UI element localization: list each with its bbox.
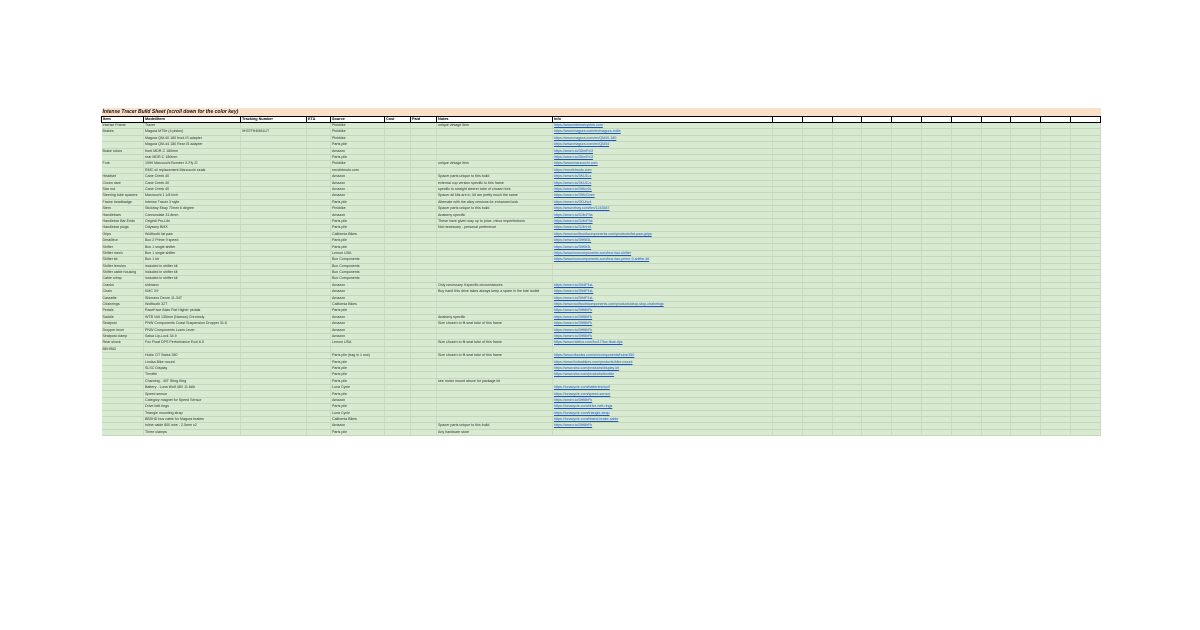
link-cell[interactable]: https://www.magura.com/en/magura-mt5e: [553, 129, 773, 135]
title-row: [102, 108, 1101, 117]
link-cell[interactable]: https://www.dtswiss.com/en/components/hubs/350: [553, 353, 773, 359]
link-cell[interactable]: https://amzn.to/3J4nF9a: [553, 212, 773, 218]
table-cell[interactable]: Brakes: [102, 129, 144, 135]
table-cell[interactable]: Parts pile: [331, 359, 385, 365]
table-cell[interactable]: Fox Float DPS Performance Evol 6.5: [144, 340, 241, 346]
table-cell[interactable]: Stem: [102, 206, 144, 212]
table-cell[interactable]: Lemon USA: [331, 250, 385, 256]
link-cell[interactable]: https://amzn.to/3HdP1sL: [553, 295, 773, 301]
table-cell[interactable]: BEHIND: [102, 346, 144, 352]
table-cell[interactable]: included in shifter kit: [144, 269, 241, 275]
table-cell[interactable]: included in shifter kit: [144, 263, 241, 269]
table-cell[interactable]: RaceFace Atlas Flat Higher pedals: [144, 308, 241, 314]
table-cell[interactable]: Cable crimp: [102, 276, 144, 282]
table-cell[interactable]: Marzocchi 1 1/8 inch: [144, 193, 241, 199]
empty-cell[interactable]: [832, 429, 862, 435]
table-cell[interactable]: Wolftooth fat paw: [144, 231, 241, 237]
table-cell[interactable]: Odyssey BMX: [144, 225, 241, 231]
link-cell[interactable]: https://amzn.to/3Hf5t3L: [553, 238, 773, 244]
link-cell[interactable]: https://amzn.to/3KU1Ls: [553, 180, 773, 186]
link-cell[interactable]: https://amzn.to/3KU1Ls: [553, 174, 773, 180]
table-cell[interactable]: Steering tube spacers: [102, 193, 144, 199]
table-cell[interactable]: Dropper lever: [102, 327, 144, 333]
table-cell[interactable]: Cane Creek 40: [144, 174, 241, 180]
table-cell[interactable]: Salsa Lip-Lock 34.9: [144, 333, 241, 339]
table-cell[interactable]: Chain: [102, 289, 144, 295]
table-cell[interactable]: Parts pile: [331, 142, 385, 148]
table-cell[interactable]: Magura QM-40 180 front IS adapter: [144, 135, 241, 141]
table-cell[interactable]: Parts pile: [331, 154, 385, 160]
table-cell[interactable]: Parts pile: [331, 225, 385, 231]
table-cell[interactable]: Shifter ferrules: [102, 263, 144, 269]
table-cell[interactable]: Spacer parts unique to this build: [437, 423, 553, 429]
table-cell[interactable]: Alternate with the alloy versions for enhanced look: [437, 199, 553, 205]
column-header[interactable]: Tracking Number: [241, 117, 307, 123]
link-cell[interactable]: https://www.wolftoothcomponents.com/products/drop-stop-chainrings: [553, 301, 773, 307]
table-cell[interactable]: Lindsa Bike mount: [144, 359, 241, 365]
table-row: [102, 429, 1101, 435]
table-cell[interactable]: see motor mount above for package kit: [437, 378, 553, 384]
table-cell[interactable]: Chainrings: [102, 301, 144, 307]
table-cell[interactable]: Anatomy specific: [437, 212, 553, 218]
table-cell[interactable]: Stickbay Ebay 70mm 6 degree: [144, 206, 241, 212]
link-cell[interactable]: https://amzn.to/3HfcCmm: [553, 193, 773, 199]
table-cell[interactable]: Amazon: [331, 148, 385, 154]
table-cell[interactable]: [307, 429, 331, 435]
table-cell[interactable]: Pinkbike: [331, 206, 385, 212]
column-header[interactable]: ETA: [307, 117, 331, 123]
table-cell[interactable]: Box 2 Prime 9 speed: [144, 238, 241, 244]
link-cell[interactable]: https://lunacycle.com/speed-sensor: [553, 391, 773, 397]
table-cell[interactable]: Amazon: [331, 180, 385, 186]
link-cell[interactable]: https://rmcdirtmoto.com: [553, 167, 773, 173]
table-cell[interactable]: BBSHD bus cable for Magura brakes: [144, 416, 241, 422]
table-cell[interactable]: Pinkbike: [331, 161, 385, 167]
table-cell[interactable]: Parts pile: [331, 429, 385, 435]
link-cell[interactable]: https://amzn.to/3Hf8hFk: [553, 314, 773, 320]
table-cell[interactable]: Amazon: [331, 397, 385, 403]
link-cell[interactable]: https://amzn.to/3Hf8hFk: [553, 321, 773, 327]
empty-cell[interactable]: [862, 429, 892, 435]
table-cell[interactable]: Any hardware store: [437, 429, 553, 435]
table-cell[interactable]: Magura QM-44 180 Rear IS adapter: [144, 142, 241, 148]
link-cell[interactable]: https://amzn.to/3HdP1sL: [553, 282, 773, 288]
table-cell[interactable]: front MDR-C 180mm: [144, 148, 241, 154]
table-cell[interactable]: Grips: [102, 231, 144, 237]
table-cell[interactable]: Battery - Luna Wolf 48V 11.6Ah: [144, 385, 241, 391]
table-cell[interactable]: Amazon: [331, 327, 385, 333]
link-cell[interactable]: https://amzn.to/3Hf8hFk: [553, 327, 773, 333]
table-cell[interactable]: Size chosen to fit seat tube of this frame: [437, 353, 553, 359]
link-cell[interactable]: https://amzn.to/3J4nF9a: [553, 218, 773, 224]
table-cell[interactable]: Magura MT5e (4 piston): [144, 129, 241, 135]
table-cell[interactable]: Star nut: [102, 186, 144, 192]
table-cell[interactable]: Amazon: [331, 333, 385, 339]
table-cell[interactable]: Cane Creek 40: [144, 186, 241, 192]
table-cell[interactable]: [411, 429, 437, 435]
table-cell[interactable]: 9H37FH4M61UT: [241, 129, 307, 135]
table-cell[interactable]: Origin8 Pro-Lite: [144, 218, 241, 224]
table-cell[interactable]: [102, 429, 144, 435]
table-cell[interactable]: Parts pile: [331, 391, 385, 397]
link-cell[interactable]: https://lunacycle.com/drive-belt-rings: [553, 404, 773, 410]
table-cell[interactable]: Amazon: [331, 314, 385, 320]
table-cell[interactable]: Pedals: [102, 308, 144, 314]
table-cell[interactable]: Handlebar Bar Ends: [102, 218, 144, 224]
table-cell[interactable]: specific to straight steerer tube of chosen fork: [437, 186, 553, 192]
table-cell[interactable]: [553, 429, 773, 435]
column-header[interactable]: Info: [553, 117, 773, 123]
link-cell[interactable]: https://www.boxcomponents.com/box-two-shifter: [553, 250, 773, 256]
table-cell[interactable]: Drive belt rings: [144, 404, 241, 410]
table-cell[interactable]: California Bikes: [331, 231, 385, 237]
empty-cell[interactable]: [981, 429, 1011, 435]
table-cell[interactable]: Only necessary if specific circumstances: [437, 282, 553, 288]
table-cell[interactable]: Box 1 single shifter: [144, 250, 241, 256]
table-cell[interactable]: Category magnet for Speed Sensor: [144, 397, 241, 403]
table-cell[interactable]: California Bikes: [331, 416, 385, 422]
table-cell[interactable]: Amazon: [331, 212, 385, 218]
table-cell[interactable]: Spacer parts unique to this build: [437, 206, 553, 212]
column-header[interactable]: Item: [102, 117, 144, 123]
table-cell[interactable]: SLSC Display: [144, 365, 241, 371]
table-cell[interactable]: Crown race: [102, 180, 144, 186]
table-cell[interactable]: Frame headbadge: [102, 199, 144, 205]
table-cell[interactable]: Rear shock: [102, 340, 144, 346]
column-header[interactable]: Notes: [437, 117, 553, 123]
table-cell[interactable]: RMC oil replacement Marzocchi seals: [144, 167, 241, 173]
table-cell[interactable]: Shimano Deore 11-34T: [144, 295, 241, 301]
table-cell[interactable]: Size chosen to fit seat tube of this frame: [437, 340, 553, 346]
table-cell[interactable]: Amazon: [331, 295, 385, 301]
table-cell[interactable]: Size chosen to fit seat tube of this frame: [437, 321, 553, 327]
table-cell[interactable]: Triangle mounting strap: [144, 410, 241, 416]
table-cell[interactable]: 1999 Marzocchi Bomber X-Fly ZI: [144, 161, 241, 167]
table-cell[interactable]: WTB Volt 135mm (Narrow) Chromoly: [144, 314, 241, 320]
link-cell[interactable]: https://www.boxcomponents.com/box-two-prime-9-shifter-kit: [553, 257, 773, 263]
table-cell[interactable]: Not necessary - personal preference: [437, 225, 553, 231]
table-cell[interactable]: Parts pile: [331, 404, 385, 410]
link-cell[interactable]: https://amzn.to/3HdP1sL: [553, 289, 773, 295]
empty-cell[interactable]: [892, 429, 922, 435]
link-cell[interactable]: https://lunacycle.com/batteries/wolf: [553, 385, 773, 391]
table-cell[interactable]: PNW Components Loam Lever: [144, 327, 241, 333]
table-cell[interactable]: rear MDR-C 180mm: [144, 154, 241, 160]
link-cell[interactable]: https://lunacycle.com/bbshd-brake-cable: [553, 416, 773, 422]
link-cell[interactable]: https://amzn.to/3DmRr1f: [553, 148, 773, 154]
table-cell[interactable]: Speed sensor: [144, 391, 241, 397]
column-header[interactable]: Source: [331, 117, 385, 123]
table-cell[interactable]: California Bikes: [331, 301, 385, 307]
table-cell[interactable]: Box 1 kit: [144, 257, 241, 263]
table-cell[interactable]: PNW Components Coast Suspension Dropper 31.6: [144, 321, 241, 327]
table-cell[interactable]: Luna Cycle: [331, 410, 385, 416]
table-cell[interactable]: Cannondale 31.8mm: [144, 212, 241, 218]
table-cell[interactable]: Parts pile: [331, 238, 385, 244]
table-cell[interactable]: Buy hard! this drive takes always keep a spare in the tote toolkit: [437, 289, 553, 295]
table-cell[interactable]: Derailleur: [102, 238, 144, 244]
table-cell[interactable]: included in shifter kit: [144, 276, 241, 282]
table-cell[interactable]: Box 1 single shifter: [144, 244, 241, 250]
table-cell[interactable]: Headset: [102, 174, 144, 180]
table-cell[interactable]: Shifter mech: [102, 250, 144, 256]
table-cell[interactable]: [385, 429, 411, 435]
table-cell[interactable]: rmcdirtmoto.com: [331, 167, 385, 173]
table-cell[interactable]: Throttle: [144, 372, 241, 378]
table-cell[interactable]: Tracer: [144, 123, 241, 129]
table-cell[interactable]: Amazon: [331, 289, 385, 295]
table-cell[interactable]: Fork: [102, 161, 144, 167]
table-cell[interactable]: Spacer all kits are in, kit are pretty much the same: [437, 193, 553, 199]
table-cell[interactable]: Charning - 40T Sting King: [144, 378, 241, 384]
empty-cell[interactable]: [802, 429, 832, 435]
table-cell[interactable]: Shifter: [102, 244, 144, 250]
table-cell[interactable]: Amazon: [331, 174, 385, 180]
table-cell[interactable]: Saddle: [102, 314, 144, 320]
table-cell[interactable]: Cranks: [102, 282, 144, 288]
link-cell[interactable]: https://amzn.to/3Hf8hFk: [553, 423, 773, 429]
table-cell[interactable]: These have given way up to price, minor imperfections: [437, 218, 553, 224]
table-cell[interactable]: Spacer parts unique to this build: [437, 174, 553, 180]
link-cell[interactable]: https://www.magura.com/en/QM40-180: [553, 135, 773, 141]
table-cell[interactable]: Seatpost clamp: [102, 333, 144, 339]
link-cell[interactable]: https://www.slsc.com/products/throttle: [553, 372, 773, 378]
column-header[interactable]: Paid: [411, 117, 437, 123]
link-cell[interactable]: https://amzn.to/3J4nHA: [553, 225, 773, 231]
table-cell[interactable]: Handlebars: [102, 212, 144, 218]
table-cell[interactable]: Parts pile: [331, 308, 385, 314]
table-cell[interactable]: Pinkbike: [331, 123, 385, 129]
table-cell[interactable]: Seatpost: [102, 321, 144, 327]
table-cell[interactable]: Pinkbike: [331, 129, 385, 135]
table-cell[interactable]: Hubs: DT Swiss 350: [144, 353, 241, 359]
table-cell[interactable]: Box Components: [331, 257, 385, 263]
link-cell[interactable]: https://www.ridefox.com/fox17/fox-float-dps: [553, 340, 773, 346]
table-cell[interactable]: unique vintage item: [437, 161, 553, 167]
table-cell[interactable]: Amazon: [331, 423, 385, 429]
table-cell[interactable]: Three clamps: [144, 429, 241, 435]
table-cell[interactable]: Amazon: [331, 321, 385, 327]
sheet-title: Intense Tracer Build Sheet (scroll down for the color key): [102, 108, 1101, 117]
link-cell[interactable]: https://www.ebay.com/itm/1243567: [553, 206, 773, 212]
table-cell[interactable]: Intense Frame: [102, 123, 144, 129]
table-cell[interactable]: Parts pile: [331, 218, 385, 224]
table-cell[interactable]: Inline cable 800 wire - 2.5mm x2: [144, 423, 241, 429]
spreadsheet-table: [101, 108, 1101, 436]
empty-cell[interactable]: [921, 429, 951, 435]
link-cell[interactable]: https://amzn.to/3KUhc4: [553, 199, 773, 205]
empty-cell[interactable]: [1041, 429, 1071, 435]
link-cell[interactable]: https://www.magura.com/en/QM44: [553, 142, 773, 148]
table-cell[interactable]: KMC X9: [144, 289, 241, 295]
empty-cell[interactable]: [1011, 429, 1041, 435]
table-cell[interactable]: Parts pile: [331, 365, 385, 371]
link-cell[interactable]: https://lunacycle.com/triangle-strap: [553, 410, 773, 416]
table-cell[interactable]: unique vintage item: [437, 123, 553, 129]
link-cell[interactable]: https://amzn.to/3Hf5t3L: [553, 244, 773, 250]
link-cell[interactable]: https://amzn.to/3Hf8hFk: [553, 308, 773, 314]
table-cell[interactable]: Cassette: [102, 295, 144, 301]
link-cell[interactable]: https://www.intensecycles.com: [553, 123, 773, 129]
link-cell[interactable]: https://www.wolftoothcomponents.com/products/fat-paw-grips: [553, 231, 773, 237]
table-cell[interactable]: Amazon: [331, 282, 385, 288]
table-cell[interactable]: Handlebar plugs: [102, 225, 144, 231]
table-cell[interactable]: Pinkbike: [331, 135, 385, 141]
table-cell[interactable]: Box Components: [331, 276, 385, 282]
table-cell[interactable]: Parts pile (bag in 1 row): [331, 353, 385, 359]
link-cell[interactable]: https://www.marzocchi.com: [553, 161, 773, 167]
link-cell[interactable]: https://amzn.to/3Hf8hFk: [553, 333, 773, 339]
table-cell[interactable]: Anatomy specific: [437, 314, 553, 320]
table-cell[interactable]: Parts pile: [331, 378, 385, 384]
table-cell[interactable]: Shifter kit: [102, 257, 144, 263]
table-cell[interactable]: Lemon USA: [331, 340, 385, 346]
table-cell[interactable]: Luna Cycle: [331, 385, 385, 391]
table-cell[interactable]: Amazon: [331, 186, 385, 192]
empty-cell[interactable]: [773, 429, 803, 435]
link-cell[interactable]: https://amzn.to/3Hf8hFk: [553, 397, 773, 403]
link-cell[interactable]: https://amzn.to/3DmRr1f: [553, 154, 773, 160]
link-cell[interactable]: https://amzn.to/3Hfcx0L: [553, 186, 773, 192]
table-cell[interactable]: Brake rotors: [102, 148, 144, 154]
column-header[interactable]: Model/Item: [144, 117, 241, 123]
empty-cell[interactable]: [1070, 429, 1100, 435]
table-cell[interactable]: Amazon: [331, 193, 385, 199]
spreadsheet-body: [102, 108, 1101, 436]
table-cell[interactable]: Parts pile: [331, 244, 385, 250]
table-cell[interactable]: Cane Creek 40: [144, 180, 241, 186]
table-cell[interactable]: Box Components: [331, 263, 385, 269]
table-cell[interactable]: Wolftooth 32T: [144, 301, 241, 307]
table-cell[interactable]: [241, 429, 307, 435]
table-cell[interactable]: external cup version specific to this frame: [437, 180, 553, 186]
table-cell[interactable]: Box Components: [331, 269, 385, 275]
table-cell[interactable]: shimano: [144, 282, 241, 288]
table-cell[interactable]: Shifter cable housing: [102, 269, 144, 275]
column-header[interactable]: Cost: [385, 117, 411, 123]
link-cell[interactable]: https://www.slsc.com/products/display-kit: [553, 365, 773, 371]
table-cell[interactable]: Parts pile: [331, 372, 385, 378]
table-cell[interactable]: Intense Tracer 3 style: [144, 199, 241, 205]
empty-cell[interactable]: [951, 429, 981, 435]
table-cell[interactable]: Parts pile: [331, 199, 385, 205]
link-cell[interactable]: https://www.lindsabikes.com/products/bike-mount: [553, 359, 773, 365]
